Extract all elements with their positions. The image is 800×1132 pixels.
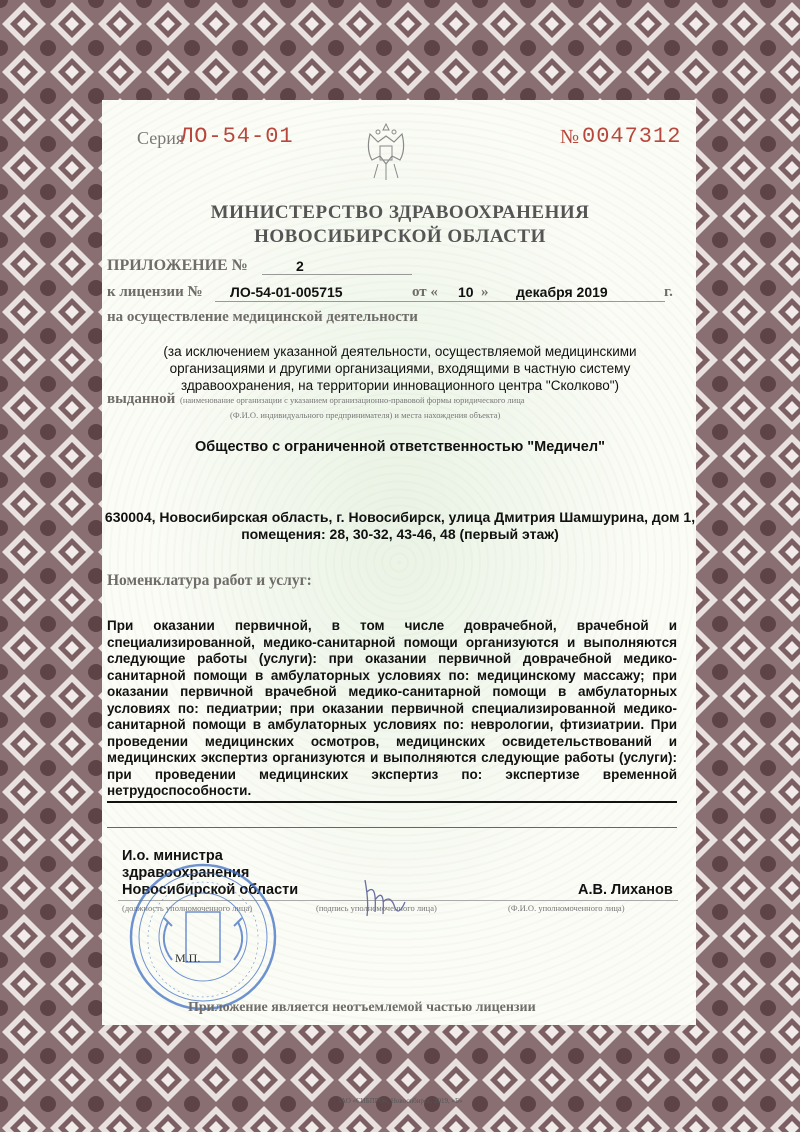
ministry-title-line2: НОВОСИБИРСКОЙ ОБЛАСТИ (254, 226, 546, 247)
hint-name: (Ф.И.О. уполномоченного лица) (508, 903, 625, 913)
appendix-number: 2 (296, 258, 304, 274)
organization-name: Общество с ограниченной ответственностью "Медичел" (195, 439, 605, 455)
ministry-title-line1: МИНИСТЕРСТВО ЗДРАВООХРАНЕНИЯ (210, 202, 590, 223)
signatory-name: А.В. Лиханов (578, 882, 673, 898)
nomenclature-text: При оказании первичной, в том числе доврачебной, врачебной и специализированной, медико-санитарной помощи организуются и выполняются следующие работы (услуги): при оказании первичной доврачебной медико-санитарной помощи в амбулаторных условиях по: медицинскому массажу; при оказании первичной врачебной медико-санитарной помощи в амбулаторных условиях по: педиатрии; при оказании первичной специализированной медико-санитарной помощи в амбулаторных условиях по: неврологии, фтизиатрии. При проведении медицинских осмотров, медицинских освидетельствований и медицинских экспертиз организуются и выполняются следующие работы (услуги): при проведении медицинских экспертиз по: экспертизе временной нетрудоспособности. (107, 618, 677, 798)
activity-label: на осуществление медицинской деятельности (107, 309, 418, 325)
license-day: 10 (458, 284, 474, 300)
license-day-close: » (481, 284, 489, 300)
exclusion-line2: организациями и другими организациями, входящими в частную систему (169, 361, 631, 376)
exclusion-line3: здравоохранения, на территории инновационного центра "Сколково") (180, 378, 620, 393)
printer-imprint: ЗАО «СИБПРО», Новосибирск, 2019, «Б» (337, 1097, 463, 1105)
issued-hint-line2: (Ф.И.О. индивидуального предпринимателя) и места нахождения объекта) (230, 410, 501, 420)
license-number: ЛО-54-01-005715 (230, 284, 343, 300)
russian-coat-of-arms-icon (362, 120, 410, 186)
issued-hint-line1: (наименование организации с указанием организационно-правовой формы юридического лица (180, 395, 525, 405)
series-label: Серия (137, 128, 185, 148)
stamp-mark: М.П. (175, 951, 201, 965)
appendix-underline (262, 274, 412, 275)
license-label: к лицензии № (107, 284, 203, 300)
hint-position: (должность уполномоченного лица) (122, 903, 253, 913)
license-from-label: от « (412, 284, 438, 300)
license-underline (215, 301, 665, 302)
number-value: 0047312 (582, 124, 682, 149)
issued-label: выданной (107, 391, 176, 407)
signatory-line1: И.о. министра (122, 848, 223, 864)
signatory-line3: Новосибирской области (122, 882, 299, 898)
address-line2: помещения: 28, 30-32, 43-46, 48 (первый этаж) (241, 526, 559, 542)
section-rule (107, 801, 677, 803)
license-month-year: декабря 2019 (516, 284, 608, 300)
hint-signature: (подпись уполномоченного лица) (316, 903, 437, 913)
signatory-line2: здравоохранения (122, 865, 250, 881)
address-line1: 630004, Новосибирская область, г. Новосибирск, улица Дмитрия Шамшурина, дом 1, (104, 509, 696, 525)
handwritten-signature (355, 872, 415, 922)
exclusion-line1: (за исключением указанной деятельности, осуществляемой медицинскими (163, 344, 637, 359)
number-sign: № (560, 126, 580, 148)
series-value: ЛО-54-01 (180, 124, 294, 149)
section-rule-secondary (107, 827, 677, 828)
nomenclature-label: Номенклатура работ и услуг: (107, 572, 312, 589)
official-stamp-icon (128, 862, 278, 1012)
appendix-footer-note: Приложение является неотъемлемой частью лицензии (188, 1000, 536, 1015)
license-year-suffix: г. (664, 284, 673, 300)
appendix-label: ПРИЛОЖЕНИЕ № (107, 257, 248, 274)
